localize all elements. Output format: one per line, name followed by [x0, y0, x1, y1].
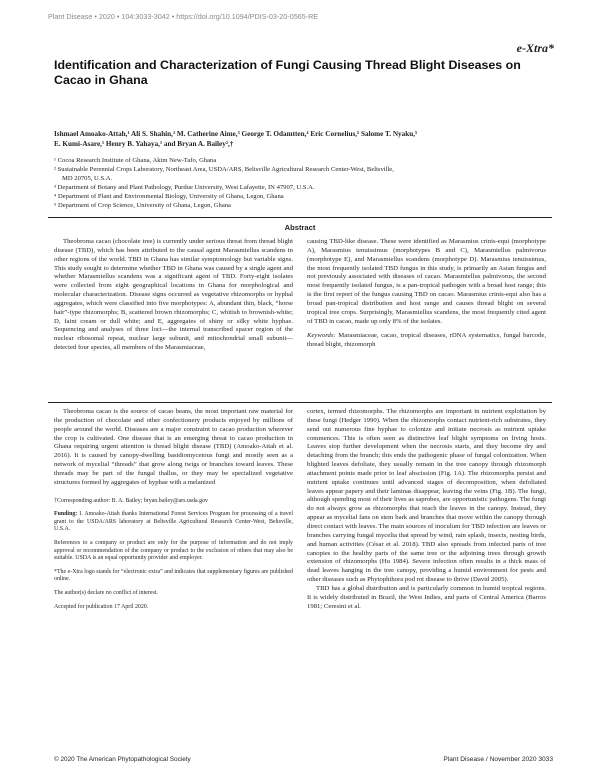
abstract-right-column — [307, 238, 546, 350]
funding-label: Funding: — [54, 511, 78, 518]
accepted-date: Accepted for publication 17 April 2020. — [54, 603, 149, 610]
keywords — [307, 332, 546, 350]
intro-paragraph-1: Theobroma cacao is the source of cacao beans, the most important raw material for the production of chocolate and other confectionery products enjoyed by millions of people around the world. Diseases are a major constraint to cacao production wherever the crop is cultivated. One disease that is an emerging threat to cacao production in Ghana requiring urgent attention is thread blight disease (TBD) (Amoako-Attah et al. 2016). It is caused by canopy-dwelling basidiomycetous fungi and mostly seen as a network of mycelial “threads” that grow along twigs or branches toward leaves. These threads may be part of the fungal thallus, or they may be specialized vegetative structures formed by aggregates of hyphae with a melanized — [54, 408, 293, 486]
intro-paragraph-3: TBD has a global distribution and is particularly common in humid tropical regions. It is widely distributed in Brazil, the West Indies, and parts of Central America (Barros 1981; Ceresini et al. — [307, 584, 546, 610]
affiliation-2-cont: MD 20705, U.S.A. — [62, 175, 113, 183]
corresponding-author: †Corresponding author: B. A. Bailey; bryan.bailey@ars.usda.gov — [54, 497, 208, 504]
funding-text: I. Amoako-Attah thanks International Forest Services Program for processing of a travel grant to the USDA/ARS laboratory at Beltsville Agricultural Research Center-West, Beltsville, U.S.A. — [54, 511, 293, 533]
conflict-note: The author(s) declare no conflict of interest. — [54, 589, 158, 596]
affiliation-2: ² Sustainable Perennial Crops Laboratory, Northeast Area, USDA/ARS, Beltsville Agricultural Research Center-West, Beltsville, — [54, 166, 394, 174]
e-xtra-badge: e-Xtra* — [516, 41, 554, 55]
author-list — [54, 129, 524, 149]
body-left-column — [54, 408, 293, 617]
body-right-column — [307, 408, 546, 611]
running-head: Plant Disease • 2020 • 104:3033-3042 • https://doi.org/10.1094/PDIS-03-20-0565-RE — [48, 12, 319, 21]
abstract-heading: Abstract — [284, 223, 316, 232]
abstract-paragraph-1: Theobroma cacao (chocolate tree) is currently under serious threat from thread blight disease (TBD), which has been attributed to the causal agent Marasmiellus scandens in other regions of the world. TBD in Ghana has similar symptomology but variable signs. This study sought to determine whether TBD in Ghana was caused by a single agent and whether Marasmiellus scandens was a significant agent of TBD. Forty-eight isolates were collected from eight geographical locations in Ghana for morphological and molecular characterization. Disease signs occurred as vegetative rhizomorphs or hyphal aggregates, which were classified into five morphotypes: A, abundant thin, black, “horse hair”-type rhizomorphs; B, scattered brown rhizomorphs; C, whitish to brownish-white; D, faint cream or dull white; and E, aggregates of shiny or silky white hyphae. Sequencing and analyses of three loci—the internal transcribed spacer region of the nuclear ribosomal repeat, nuclear large subunit, and mitochondrial small subunit—detected four species, all members of the Marasmiaceae, — [54, 238, 293, 352]
keywords-text: Marasmiaceae, cacao, tropical diseases, rDNA systematics, fungal barcode, thread blight, rhizomorph — [307, 332, 547, 349]
keywords-label: Keywords: — [307, 332, 336, 340]
affiliations — [54, 156, 524, 211]
affiliation-3: ³ Department of Botany and Plant Pathology, Purdue University, West Lafayette, IN 47907, U.S.A. — [54, 184, 315, 192]
front-notes — [54, 498, 293, 612]
funding-note — [54, 511, 293, 534]
authors-line-2: E. Kumi-Asare,¹ Henry B. Yahaya,¹ and Bryan A. Bailey²,† — [54, 140, 234, 148]
abstract-bottom-rule — [48, 402, 552, 403]
abstract-left-column — [54, 238, 293, 353]
affiliation-4: ⁴ Department of Plant and Environmental Biology, University of Ghana, Legon, Ghana — [54, 193, 284, 201]
references-note: References to a company or product are only for the purpose of information and do not imply approval or recommendation of the company or product to the exclusion of others that may also be suitable. USDA is an equal opportunity provider and employer. — [54, 539, 293, 562]
e-xtra-note: *The e-Xtra logo stands for “electronic extra” and indicates that supplementary figures are published online. — [54, 568, 293, 583]
abstract-paragraph-2: causing TBD-like disease. These were identified as Marasmius crinis-equi (morphotype A), Marasmius tenuissimus (morphotypes B and C), Marasmiellus palmivorus (morphotype E), and Marasmiellus scandens (morphotype D). Marasmius tenuissimus, the most frequently isolated TBD fungus in this study, is primarily an Asian fungus and not previously associated with diseases of cacao. Marasmiellus palmivorus, the second most frequently isolated fungus, is a pan-tropical pathogen with a broad host range; this is the first report of the fungus causing TBD on cacao. Marasmius crinis-equi also has a broad pan-tropical distribution and host range and causes thread blight on several tropical tree crops. Surprisingly, Marasmiellus scandens, the most frequently cited agent of TBD in cacao, made up only 8% of the isolates. — [307, 238, 546, 325]
page-footer: Plant Disease / November 2020 3033 — [443, 756, 553, 763]
abstract-top-rule — [48, 217, 552, 218]
copyright: © 2020 The American Phytopathological Society — [54, 756, 191, 763]
intro-paragraph-2: cortex, termed rhizomorphs. The rhizomorphs are important in nutrient exploitation by these fungi (Hedger 1990). When the rhizomorphs contact nutrient-rich substrates, they send out numerous fine hyphae to colonize and initiate necrosis as nutrient uptake commences. This is often seen as distinctive leaf blight symptoms on living hosts. Leaves stop further development when the necrosis starts, and they become dry and detaching from the branch; this ends the pathogenic phase of fungal colonization. When blighted leaves defoliate, they usually remain in the tree canopy through rhizomorph attachment points made prior to leaf abscission (Fig. 1A). The rhizomorphs persist and nutrient uptake continues until advanced stages of decomposition, when defoliated leaves appear papery and their laminas disappear, leaving the veins (Fig. 1B). The fungi, although spending most of their lives as saprobes, are opportunistic pathogens. The fungi do not always grow as rhizomorphs that reach the leaves in the canopy. Instead, they appear as mycelial fans on stem bark and branches that move within the canopy through direct contact with leaves. The main sources of inoculum for TBD infection are leaves or branches carrying fungal mycelia that spread by wind, rain splash, insects, nesting birds, and human activities (César et al. 2018). TBD also spreads from infected parts of tree canopies to the healthy parts of the same tree or the adjoining trees through growth extension of rhizomorphs (Hu 1984). Severe infection often results in a thick mass of dead leaves hanging in the tree canopy, providing a humid environment for pests and other diseases such as Phytophthora pod rot disease to thrive (David 2005). — [307, 408, 546, 584]
affiliation-1: ¹ Cocoa Research Institute of Ghana, Akim New-Tafo, Ghana — [54, 157, 217, 164]
article-title: Identification and Characterization of Fungi Causing Thread Blight Diseases on Cacao in Ghana — [54, 58, 521, 87]
affiliation-5: ⁵ Department of Crop Science, University of Ghana, Legon, Ghana — [54, 202, 231, 210]
authors-line-1: Ishmael Amoako-Attah,¹ Ali S. Shahin,² M. Catherine Aime,³ George T. Odamtten,⁴ Eric Cornelius,⁵ Salome T. Nyaku,⁵ — [54, 130, 418, 138]
